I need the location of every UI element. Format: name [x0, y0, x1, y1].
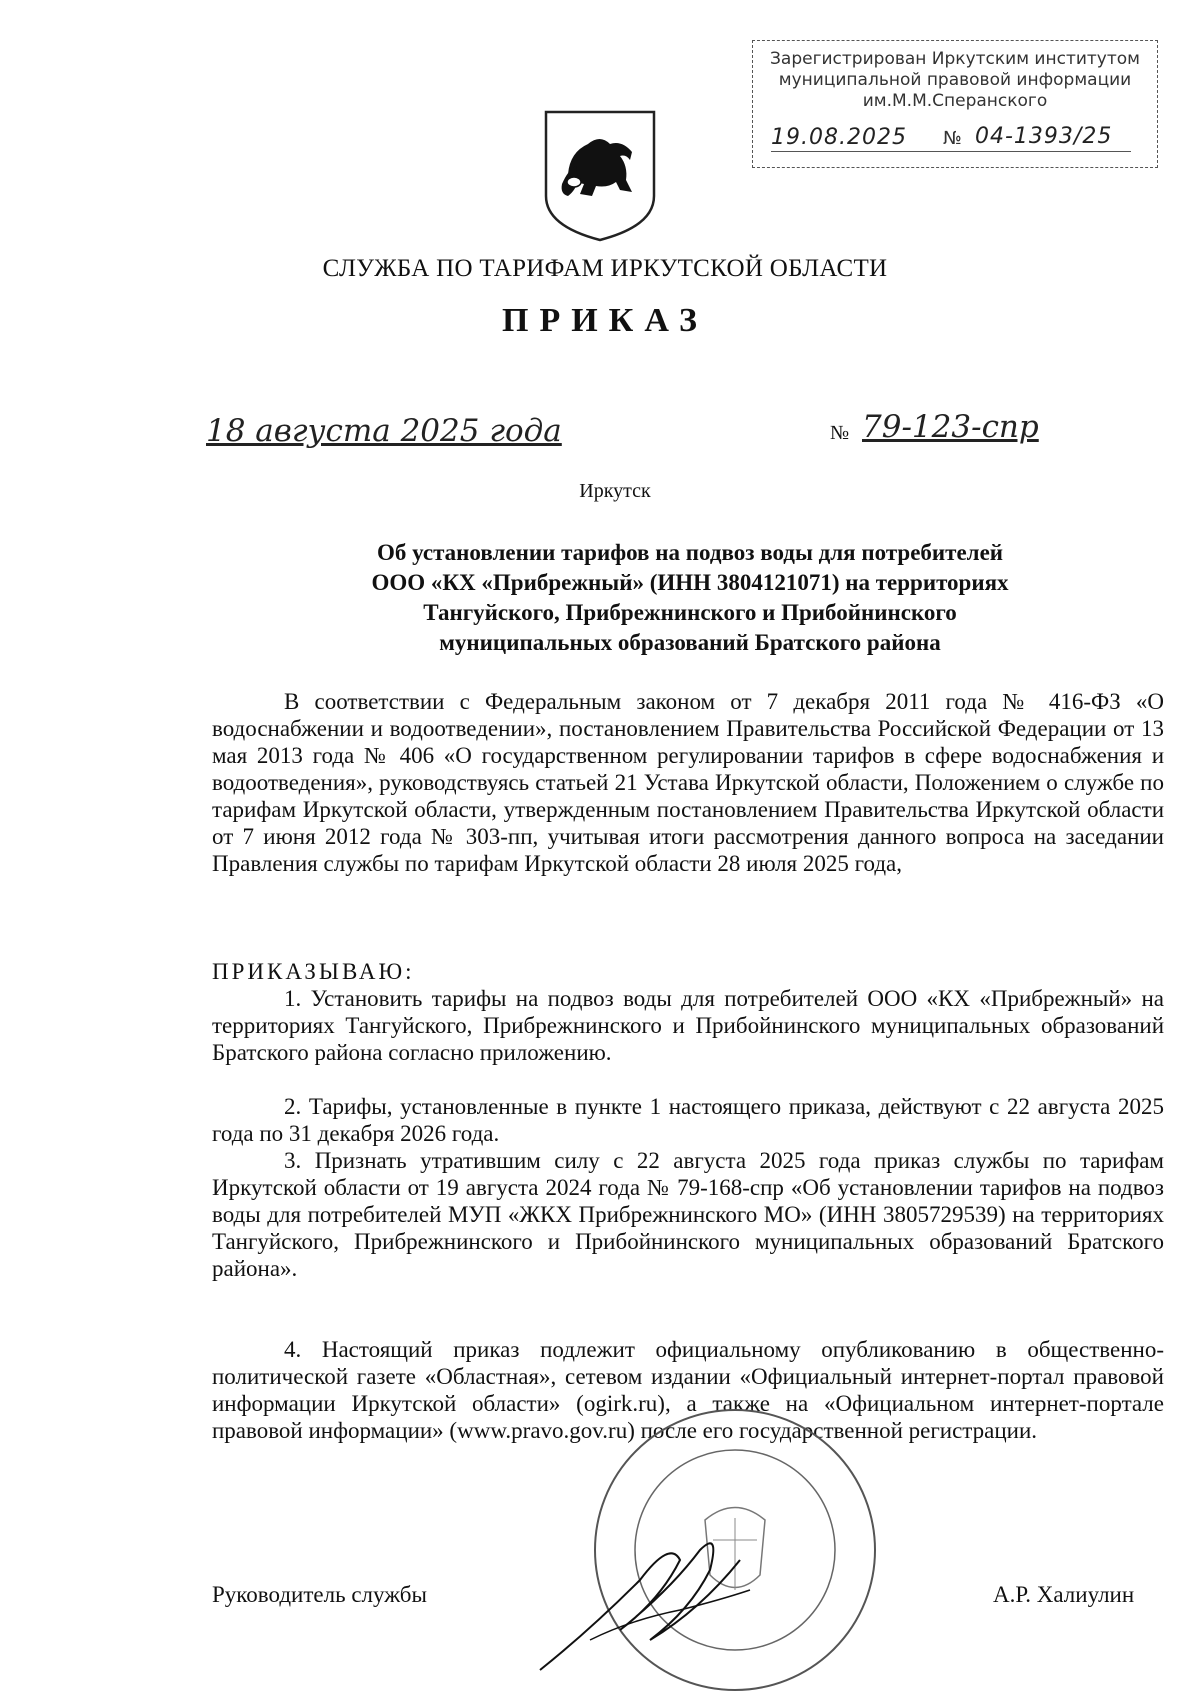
document-title: ПРИКАЗ	[502, 302, 708, 339]
order-heading	[300, 538, 1080, 658]
city: Иркутск	[579, 480, 651, 502]
order-heading-line: муниципальных образований Братского района	[439, 630, 941, 655]
registration-date: 19.08.2025	[771, 125, 907, 150]
registration-number-label: №	[943, 128, 962, 149]
registration-divider	[771, 151, 1131, 152]
order-item-2: 2. Тарифы, установленные в пункте 1 настоящего приказа, действуют с 22 августа 2025 года по 31 декабря 2026 года.	[212, 1094, 1164, 1146]
registration-stamp	[752, 40, 1158, 168]
order-number-label: №	[830, 422, 850, 444]
order-heading-line: Тангуйского, Прибрежнинского и Прибойнинского	[423, 600, 957, 625]
order-heading-line: Об установлении тарифов на подвоз воды для потребителей	[376, 540, 1004, 565]
organization-name: СЛУЖБА ПО ТАРИФАМ ИРКУТСКОЙ ОБЛАСТИ	[322, 255, 888, 282]
order-item-1: 1. Установить тарифы на подвоз воды для потребителей ООО «КХ «Прибрежный» на территориях Тангуйского, Прибрежнинского и Прибойнинского муниципальных образований Братского района согласно приложению.	[212, 986, 1164, 1065]
registration-stamp-line: им.М.М.Сперанского	[862, 91, 1048, 111]
order-date: 18 августа 2025 года	[206, 413, 562, 449]
order-heading-line: ООО «КХ «Прибрежный» (ИНН 3804121071) на территориях	[371, 570, 1009, 595]
registration-stamp-line: Зарегистрирован Иркутским институтом	[770, 49, 1140, 69]
registration-number: 04-1393/25	[975, 124, 1113, 149]
preamble-paragraph: В соответствии с Федеральным законом от 7 декабря 2011 года № 416-ФЗ «О водоснабжении и водоотведении», постановлением Правительства Российской Федерации от 13 мая 2013 года № 406 «О государственном регулировании тарифов в сфере водоснабжения и водоотведения», руководствуясь статьей 21 Устава Иркутской области, Положением о службе по тарифам Иркутской области, утвержденным постановлением Правительства Иркутской области от 7 июня 2012 года № 303-пп, учитывая итоги рассмотрения данного вопроса на заседании Правления службы по тарифам Иркутской области 28 июля 2025 года,	[212, 689, 1164, 876]
order-item-3: 3. Признать утратившим силу с 22 августа 2025 года приказ службы по тарифам Иркутской области от 19 августа 2024 года № 79-168-спр «Об установлении тарифов на подвоз воды для потребителей МУП «ЖКХ Прибрежнинского МО» (ИНН 3805729539) на территориях Тангуйского, Прибрежнинского и Прибойнинского муниципальных образований Братского района».	[212, 1148, 1164, 1281]
signatory-name: А.Р. Халиулин	[993, 1582, 1135, 1607]
order-word: ПРИКАЗЫВАЮ:	[212, 959, 415, 984]
order-item-4: 4. Настоящий приказ подлежит официальному опубликованию в общественно-политической газете «Областная», сетевом издании «Официальный интернет-портал правовой информации Иркутской области» (ogirk.ru), а также на «Официальном интернет-портале правовой информации» (www.pravo.gov.ru) после его государственной регистрации.	[212, 1337, 1164, 1443]
signatory-position: Руководитель службы	[212, 1582, 427, 1607]
order-number: 79-123-спр	[862, 409, 1039, 445]
coat-of-arms-icon	[540, 104, 660, 244]
handwritten-signature-icon	[530, 1520, 760, 1680]
registration-stamp-line: муниципальной правовой информации	[778, 70, 1132, 90]
